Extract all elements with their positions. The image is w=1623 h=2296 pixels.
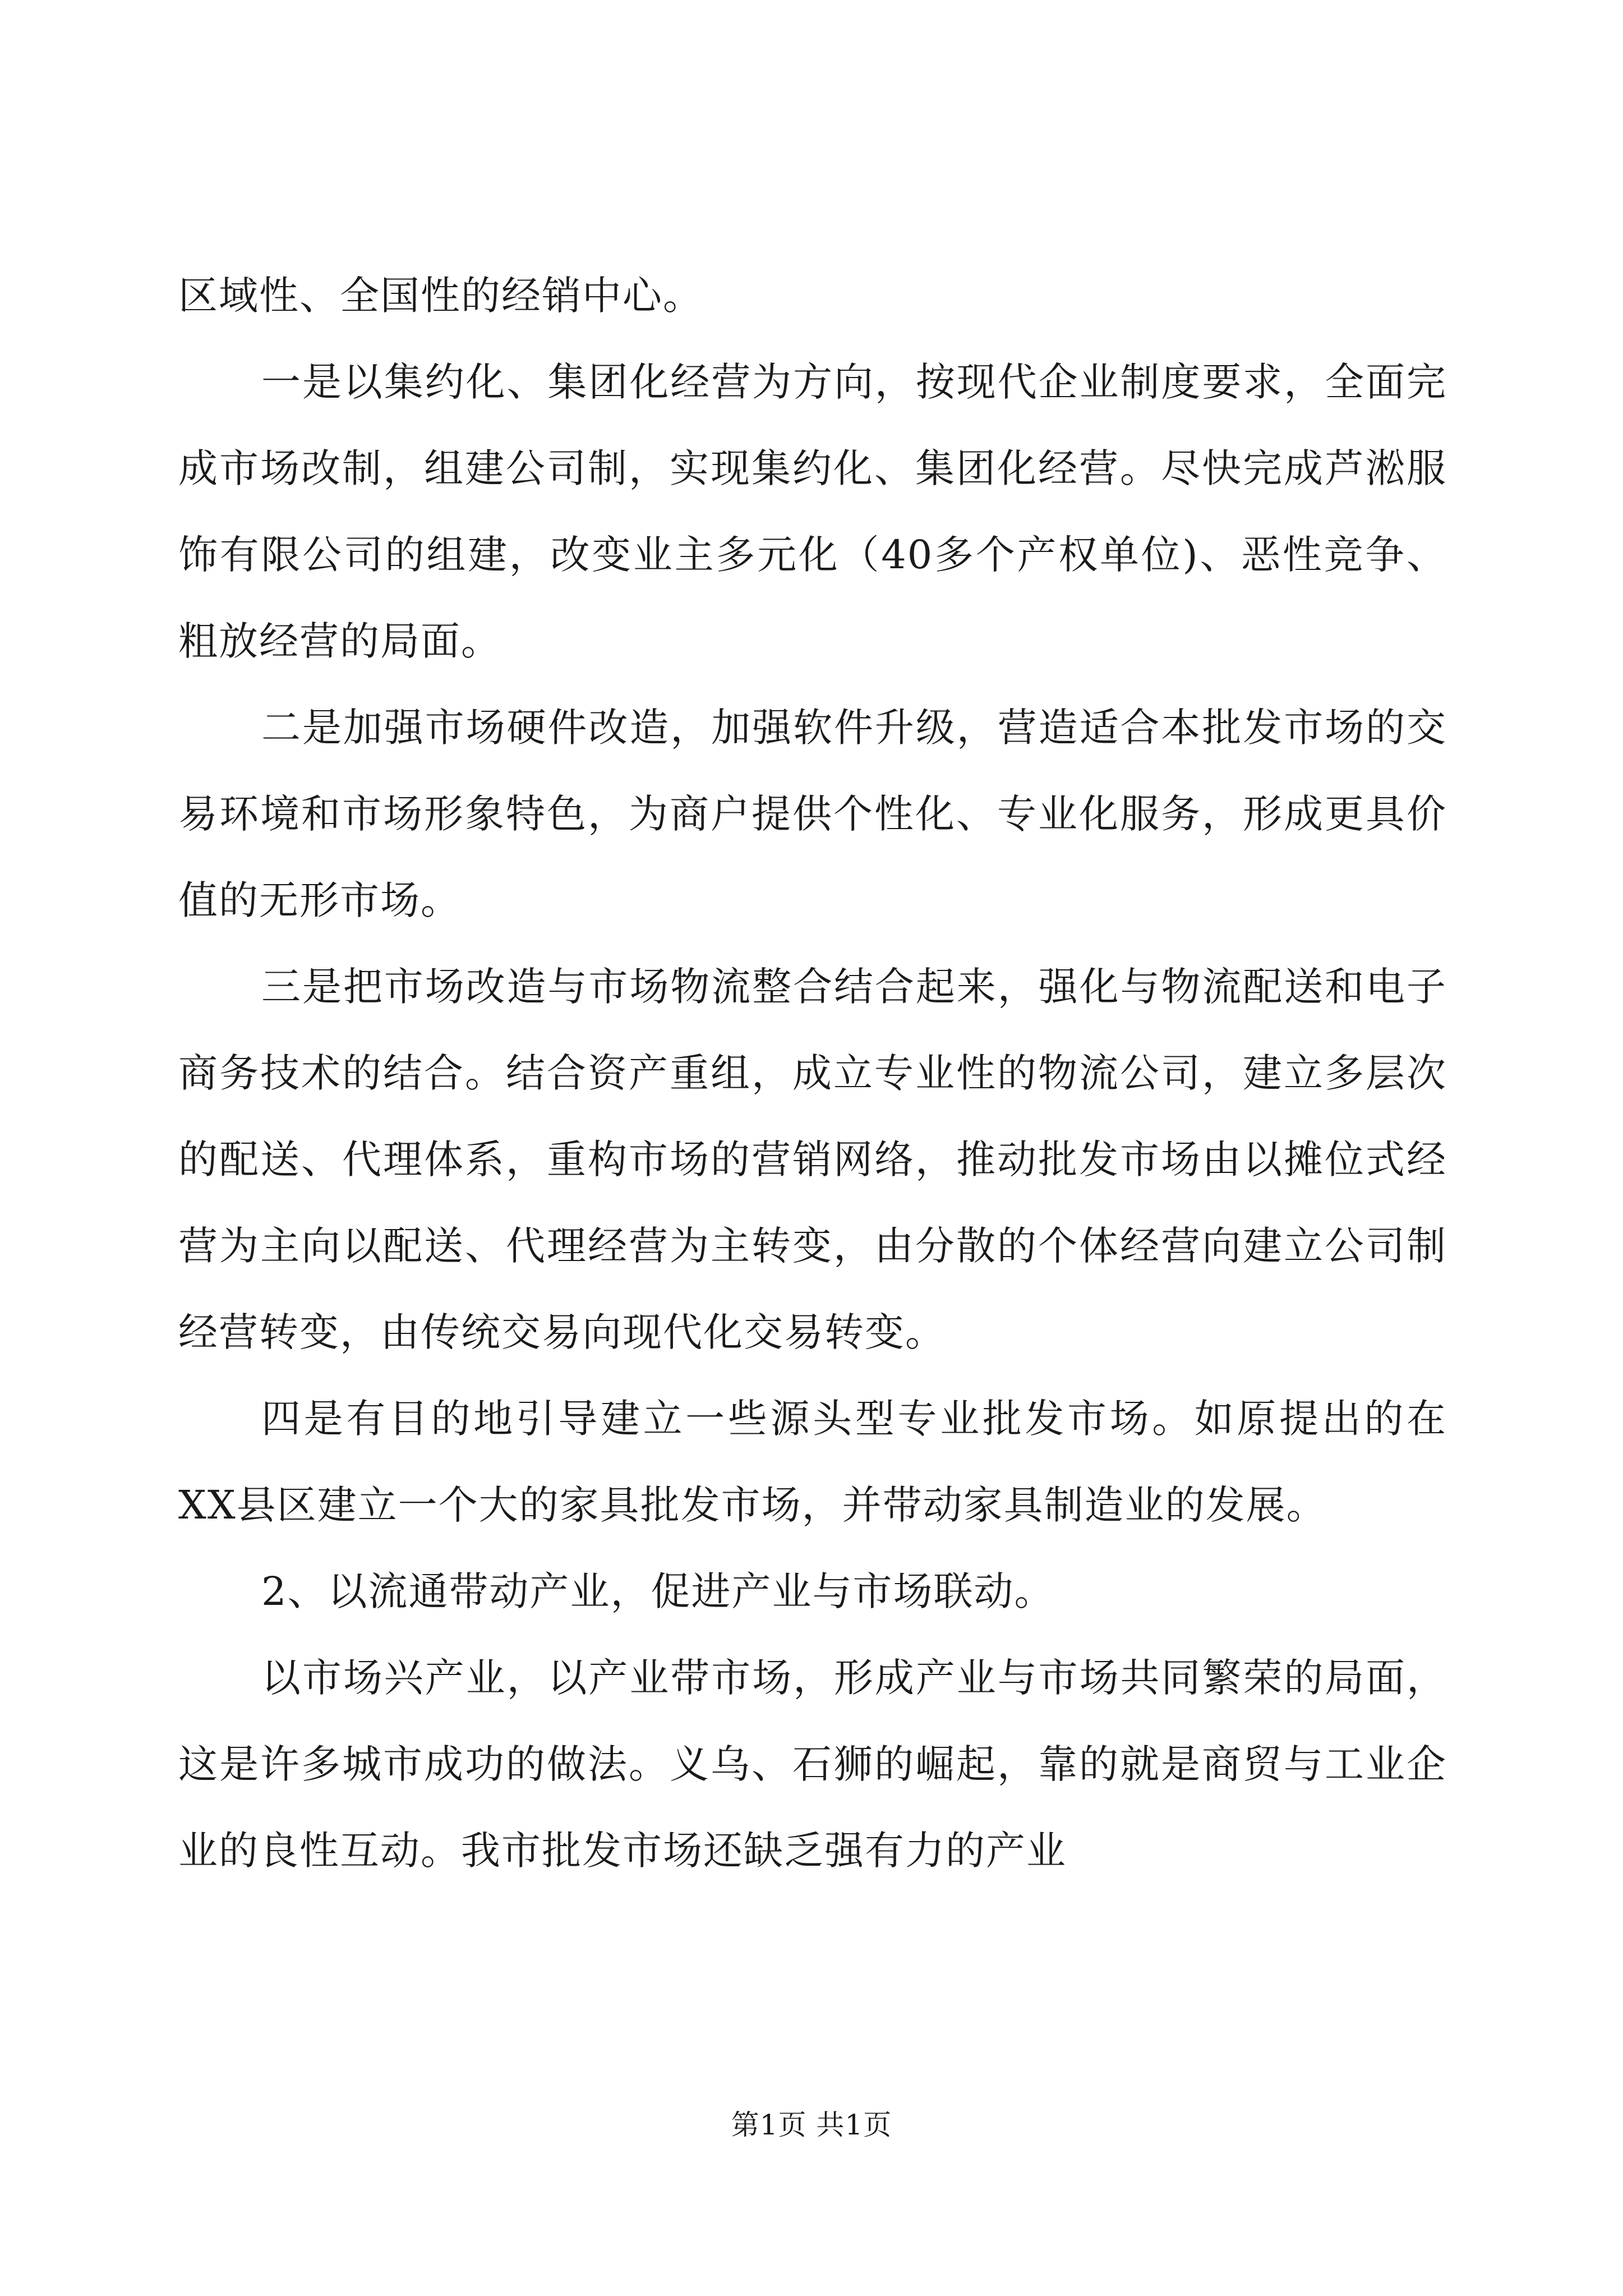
paragraph-point-three: 三是把市场改造与市场物流整合结合起来，强化与物流配送和电子商务技术的结合。结合资产重组，成立专业性的物流公司，建立多层次的配送、代理体系，重构市场的营销网络，推动批发市场由以摊位式经营为主向以配送、代理经营为主转变，由分散的个体经营向建立公司制经营转变，由传统交易向现代化交易转变。 — [178, 964, 1447, 1355]
paragraph-continuation: 区域性、全国性的经销中心。 — [178, 273, 703, 319]
paragraph-industry-market: 以市场兴产业，以产业带市场，形成产业与市场共同繁荣的局面，这是许多城市成功的做法。义乌、石狮的崛起，靠的就是商贸与工业企业的良性互动。我市批发市场还缺乏强有力的产业 — [178, 1655, 1447, 1874]
document-body — [178, 252, 1447, 1894]
section-heading: 2、以流通带动产业，促进产业与市场联动。 — [261, 1568, 1055, 1614]
paragraph-point-one: 一是以集约化、集团化经营为方向，按现代企业制度要求，全面完成市场改制，组建公司制，实现集约化、集团化经营。尽快完成芦淞服饰有限公司的组建，改变业主多元化（40多个产权单位)、恶性竞争、粗放经营的局面。 — [178, 359, 1447, 664]
page-footer: 第1页 共1页 — [731, 2109, 892, 2141]
paragraph-point-four: 四是有目的地引导建立一些源头型专业批发市场。如原提出的在XX县区建立一个大的家具批发市场，并带动家具制造业的发展。 — [178, 1396, 1447, 1528]
paragraph-point-two: 二是加强市场硬件改造，加强软件升级，营造适合本批发市场的交易环境和市场形象特色，为商户提供个性化、专业化服务，形成更具价值的无形市场。 — [178, 705, 1447, 923]
